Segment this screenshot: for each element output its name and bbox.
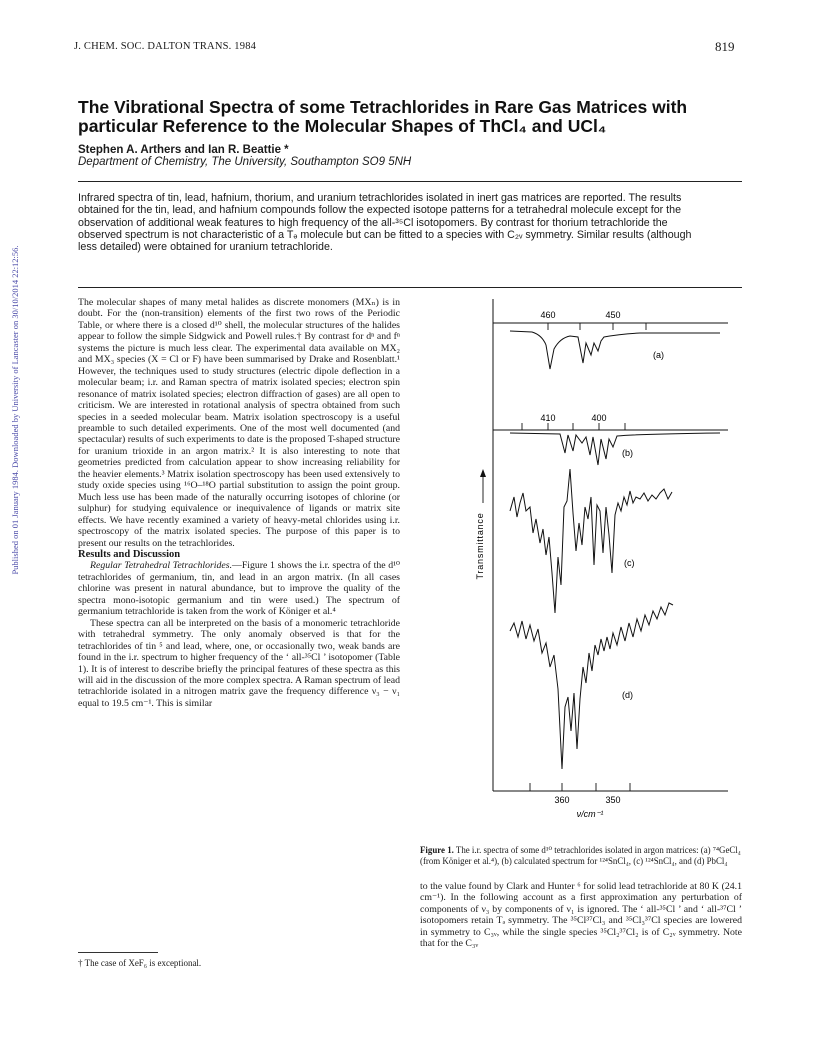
abstract-bottom-rule [78, 287, 742, 288]
right-column-paragraph: to the value found by Clark and Hunter ⁶ for solid lead tetrachloride at 80 K (24.1 cm⁻¹). In the following account as a first approximation any perturbation of components of ν₃ by components of ν₁ is ignored. The ‘ all-³⁵Cl ’ and ‘ all-³⁷Cl ’ isotopomers retain Tₔ symmetry. The ³⁵Cl³⁷Cl₃ and ³⁵Cl₃³⁷Cl species are lowered in symmetry to C₃ᵥ, while the single species ³⁵Cl₂³⁷Cl₂ is of C₂ᵥ symmetry. Note that for the C₃ᵥ [420, 881, 742, 950]
scale-a-tick-label: 460 [540, 310, 556, 320]
footnote-rule [78, 952, 158, 953]
spectrum-trace-d [510, 603, 673, 769]
bottom-scale-tick-label: 350 [605, 795, 621, 805]
spectrum-trace-b [510, 433, 720, 465]
spectrum-trace-a [510, 331, 720, 369]
spectrum-trace-c [510, 469, 672, 613]
scale-a-tick-label: 450 [605, 310, 621, 320]
scale-b-tick-label: 410 [540, 413, 556, 423]
panel-label-a: (a) [653, 350, 664, 360]
footnote: † The case of XeF₆ is exceptional. [78, 958, 202, 968]
download-watermark: Published on 01 January 1984. Downloaded by University of Lancaster on 30/10/2014 22:12:56. [10, 245, 20, 575]
scale-b-tick-label: 400 [591, 413, 607, 423]
left-column [78, 297, 400, 709]
results-paragraph-text: —Figure 1 shows the i.r. spectra of the d¹⁰ tetrachlorides of germanium, tin, and lead in an argon matrix. (In all cases chlorine was present in natural abundance, but to improve the quality of the spectra mono-isotopic germanium and tin were used.) The spectrum of germanium tetrachloride is taken from the work of Königer et al.⁴ [78, 560, 400, 618]
authors: Stephen A. Arthers and Ian R. Beattie * [78, 144, 289, 156]
abstract: Infrared spectra of tin, lead, hafnium, thorium, and uranium tetrachlorides isolated in inert gas matrices are reported. The results obtained for the tin, lead, and hafnium compounds follow the expected isotope patterns for a tetrahedral molecule except for the observation of additional weak features to high frequency of the all-³⁵Cl isotopomers. By contrast for thorium tetrachloride the observed spectrum is not characteristic of a Tₔ molecule but can be fitted to a species with C₂ᵥ symmetry. Similar results (although less detailed) were obtained for uranium tetrachloride. [78, 192, 692, 254]
caption-text: The i.r. spectra of some d¹⁰ tetrachlorides isolated in argon matrices: (a) ⁷⁴GeCl₄ (from Königer et al.⁴), (b) calculated spectrum for ¹²⁴SnCl₄, (c) ¹²⁴SnCl₄, and (d) PbCl₄ [420, 845, 741, 866]
spectra-plot [470, 293, 742, 841]
subsection-heading: Regular Tetrahedral Tetrachlorides. [90, 560, 233, 572]
spectra-paragraph: These spectra can all be interpreted on the basis of a monomeric tetrachloride with tetrahedral symmetry. The only anomaly observed is that for the tetrachlorides of tin ⁵ and lead, where, one, or occasionally two, weak bands are found in the i.r. spectrum to higher frequency of the ‘ all-³⁵Cl ’ isotopomer (Table 1). It is of interest to describe briefly the principal features of these spectra as this will aid in the discussion of the more complex spectra. A Raman spectrum of lead tetrachloride isolated in a nitrogen matrix gave the frequency difference ν₃ − ν₁ equal to 19.5 cm⁻¹. This is similar [78, 617, 400, 709]
y-axis-arrowhead [480, 469, 486, 477]
section-heading: Results and Discussion [78, 548, 181, 560]
figure-caption [420, 845, 742, 866]
page-number: 819 [715, 39, 735, 54]
panel-label-c: (c) [624, 558, 635, 568]
caption-label: Figure 1. [420, 845, 454, 855]
panel-label-b: (b) [622, 448, 633, 458]
abstract-top-rule [78, 181, 742, 182]
y-axis-label: Transmittance [475, 512, 485, 580]
affiliation: Department of Chemistry, The University, Southampton SO9 5NH [78, 156, 412, 168]
x-axis-label: ν/cm⁻¹ [576, 809, 604, 819]
panel-label-d: (d) [622, 690, 633, 700]
figure-1 [470, 293, 742, 841]
right-column [420, 881, 742, 950]
results-paragraph [78, 560, 400, 617]
article-title: The Vibrational Spectra of some Tetrachlorides in Rare Gas Matrices with particular Reference to the Molecular Shapes of ThCl₄ and UCl₄ [78, 97, 688, 136]
title-block [78, 98, 758, 168]
bottom-scale-tick-label: 360 [554, 795, 570, 805]
running-head: J. CHEM. SOC. DALTON TRANS. 1984 [74, 41, 257, 52]
intro-paragraph: The molecular shapes of many metal halides as discrete monomers (MXₙ) is in doubt. For the (non-transition) elements of the first two rows of the Periodic Table, or where there is a closed d¹⁰ shell, the molecular structures of the halides appear to follow the simple Sidgwick and Powell rules.† By contrast for dⁿ and fⁿ systems the picture is much less clear. The experimental data available on MX₂ and MX₃ species (X = Cl or F) have been summarised by Drake and Rosenblatt.¹ However, the techniques used to study structures (electric dipole deflection in a molecular beam; i.r. and Raman spectra of matrix isolated species; electron spin resonance of matrix isolated species; electron diffraction of gases) are all open to criticism. We are interested in rotational analysis of spectra obtained from such species in a seeded molecular beam. Matrix isolation spectroscopy is a useful preamble to such detailed experiments. One of the most well documented (and spectacular) results of such experiments to date is the proposed T-shaped structure for uranium trioxide in an argon matrix.² It is also interesting to note that geometries predicted from calculation appear to show increasing reliability for the heavier elements.³ Matrix isolation spectroscopy has been used extensively to study oxide species using ¹⁶O–¹⁸O partial substitution to assign the point group. Much less use has been made of the naturally occurring isotopes of chlorine (or sulphur) for studying equivalence or inequivalence of ligands or matrix site effects. We have recently examined a variety of heavy-metal chlorides using i.r. spectroscopy of the matrix isolated species. The purpose of this paper is to present our results on the tetrachlorides. [78, 297, 400, 549]
